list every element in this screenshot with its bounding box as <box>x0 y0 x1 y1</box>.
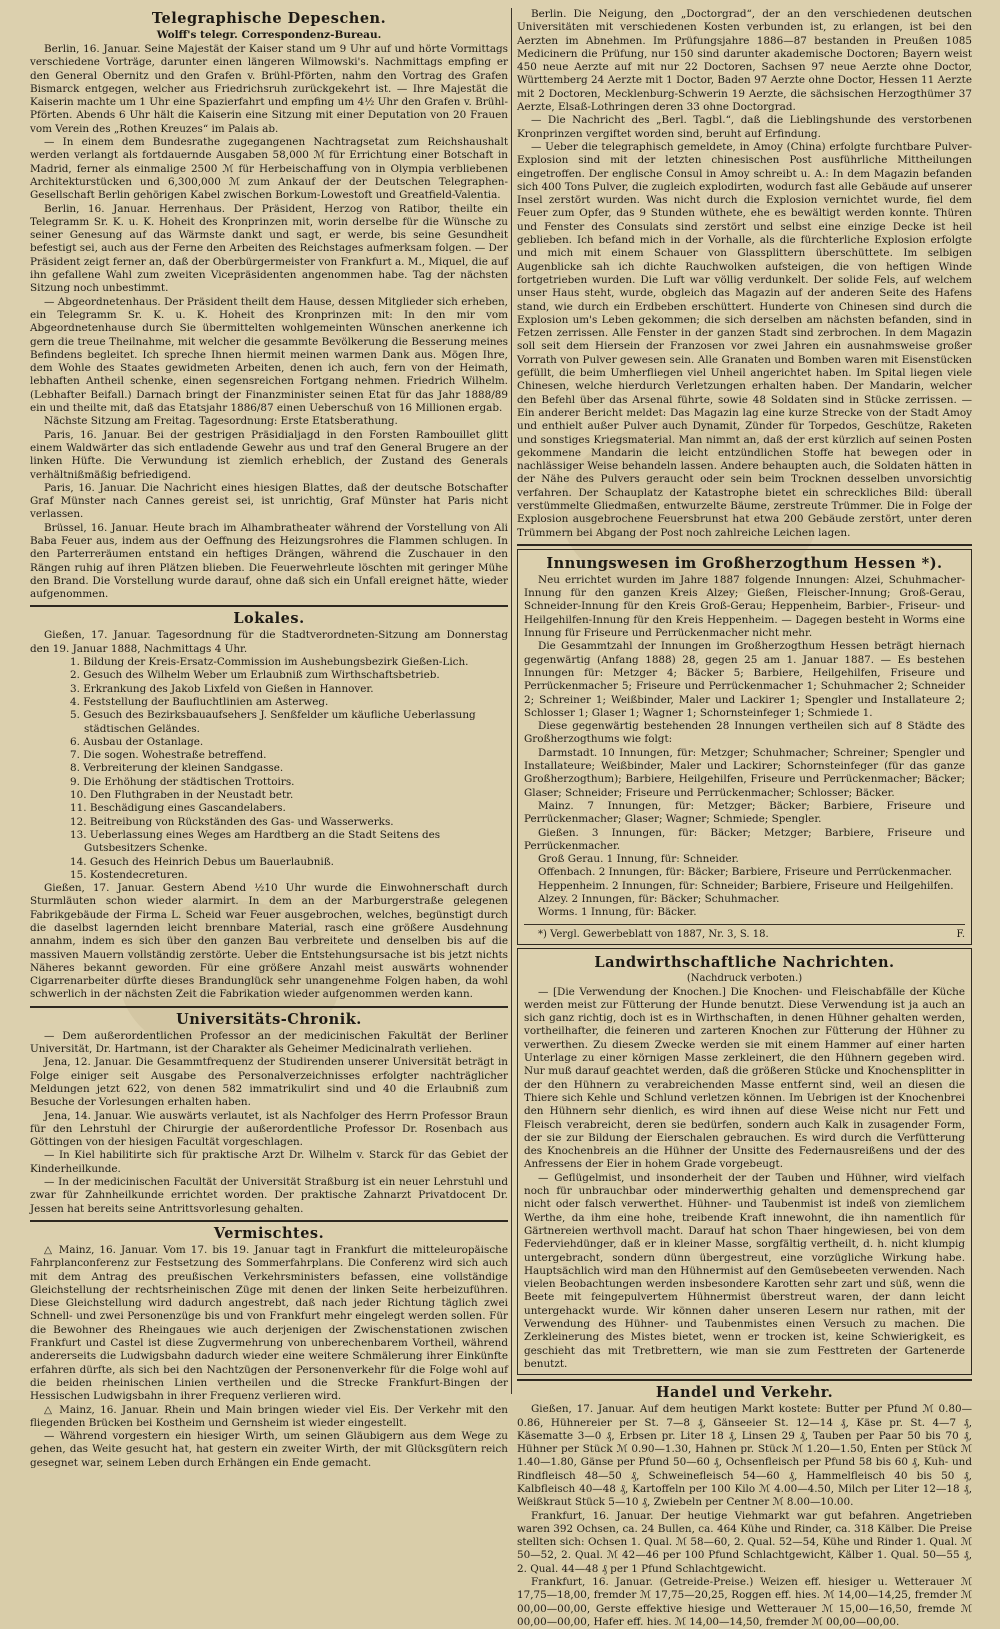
handel-title: Handel und Verkehr. <box>655 1384 834 1402</box>
lokales-paragraph: Gießen, 17. Januar. Gestern Abend ½10 Uhr wurde die Einwohnerschaft durch Sturmläuten schon wieder alarmirt. In dem an der Marburgerstraße gelegenen Fabrikgebäude der Firma L. Scheid war Feuer ausgebrochen, welches, begünstigt durch die daselbst lagernden leicht brennbare Material, rasch eine größere Ausdehnung annahm, indem es sich über den ganzen Bau verbreitete und denselben bis auf die massiven Mauern vollständig zerstörte. Ueber die Entstehungsursache ist bis jetzt nichts Näheres bekannt geworden. Für eine größere Anzahl meist auswärts wohnender Cigarrenarbeiter dürfte dieses Brandunglück sehr unangenehme Folgen haben, da wohl schwerlich in der nächsten Zeit die Fabrikation wieder aufgenommen werden kann. <box>30 882 508 1001</box>
innungswesen-title: Innungswesen im Großherzogthum Hessen *). <box>546 554 943 572</box>
right-column <box>517 8 972 1628</box>
innungswesen-paragraph: Heppenheim. 2 Innungen, für: Schneider; Barbiere, Friseure und Heilgehilfen. <box>538 879 954 892</box>
handel-section <box>517 1379 972 1629</box>
innungswesen-footnote-row <box>524 928 965 941</box>
handel-paragraph: Frankfurt, 16. Januar. Der heutige Viehmarkt war gut befahren. Angetrieben waren 392 Ochsen, ca. 24 Bullen, ca. 464 Kühe und Rinder, ca. 318 Kälber. Die Preise stellten sich: Ochsen 1. Qual. ℳ 58—60, 2. Qual. 52—54, Kühe und Rinder 1. Qual. ℳ 50—52, 2. Qual. ℳ 42—46 per 100 Pfund Schlachtgewicht, Kälber 1. Qual. 50—55 ₰, 2. Qual. 44—48 ₰ per 1 Pfund Schlachtgewicht. <box>517 1509 972 1575</box>
section-divider <box>517 1379 972 1381</box>
telegraph-paragraph: Berlin, 16. Januar. Seine Majestät der Kaiser stand um 9 Uhr auf und hörte Vormittags verschiedene Vorträge, darunter einen längeren Wilmowski's. Nachmittags empfing er den General Obernitz und den Grafen v. Brühl-Pförten, nahm den Vortrag des Grafen Bismarck entgegen, welcher aus Friedrichsruh zurückgekehrt ist. — Ihre Majestät die Kaiserin machte um 1 Uhr eine Spazierfahrt und empfing um 4½ Uhr den Grafen v. Brühl-Pförten. Abends 6 Uhr hält die Kaiserin eine Sitzung mit einer Deputation von 20 Frauen vom Verein des „Rothen Kreuzes“ im Palais ab. <box>30 43 508 135</box>
section-divider <box>517 544 972 546</box>
innungswesen-paragraph: Alzey. 2 Innungen, für: Bäcker; Schuhmacher. <box>538 893 780 905</box>
telegraph-paragraph: Paris, 16. Januar. Bei der gestrigen Präsidialjagd in den Forsten Rambouillet glitt einem Waldwärter das sich entladende Gewehr aus und traf den General Brugere an der linken Hüfte. Die Verwundung ist ziemlich erheblich, der Zustand des Generals verhältnißmäßig befriedigend. <box>30 428 508 481</box>
vermischtes-paragraph: △ Mainz, 16. Januar. Vom 17. bis 19. Januar tagt in Frankfurt die mitteleuropäische Fahrplanconferenz zur Festsetzung des Sommerfahrplans. Die Conferenz wird sich auch mit dem Antrag des preußischen Verkehrsministers befassen, eine vollständige Gleichstellung der rechtsrheinischen Züge mit denen der linken Seite herbeizuführen. Diese Gleichstellung wird dadurch angestrebt, daß nach jeder Richtung täglich zwei Schnell- und zwei Personenzüge bis und von Frankfurt mehr eingelegt werden sollen. Für die Bewohner des Rheingaues wie auch derjenigen der Zwischenstationen zwischen Frankfurt und Castel ist diese Zugvermehrung von unberechenbarem Vortheil, während andererseits die Ludwigsbahn dadurch wieder eine weitere Schmälerung ihrer Einkünfte erfahren dürfte, als sich bei den Nachtzügen der Personenverkehr für die Folge wohl auf die beiden rheinischen Linien vertheilen und die Strecke Frankfurt-Bingen der Hessischen Ludwigsbahn in ihrer Frequenz verlieren wird. <box>30 1243 508 1403</box>
footnote-divider <box>524 924 965 925</box>
lokales-title: Lokales. <box>233 610 305 628</box>
vermischtes-paragraph: — Während vorgestern ein hiesiger Wirth, um seinen Gläubigern aus dem Wege zu gehen, das Weite gesucht hat, hat gestern ein zweiter Wirth, der mit Glücksgütern reich gesegnet war, seinem Leben durch Erhängen ein Ende gemacht. <box>30 1430 508 1469</box>
agenda-item: 14. Gesuch des Heinrich Debus um Bauerlaubniß. <box>70 855 334 868</box>
universitaet-paragraph: — In der medicinischen Facultät der Universität Straßburg ist ein neuer Lehrstuhl und zwar für Zahnheilkunde errichtet worden. Der praktische Zahnarzt Privatdocent Dr. Jessen hat bereits seine Antrittsvorlesung gehalten. <box>30 1176 508 1215</box>
agenda-item: 4. Feststellung der Baufluchtlinien am Asterweg. <box>70 695 329 708</box>
agenda-list <box>30 656 508 882</box>
innungswesen-signature: F. <box>956 928 965 940</box>
agenda-item: 10. Den Fluthgraben in der Neustadt betr. <box>70 789 294 802</box>
agenda-item: 5. Gesuch des Bezirksbauaufsehers J. Senßfelder um käufliche Ueberlassung städtischen Geländes. <box>70 709 476 735</box>
innungswesen-paragraph: Mainz. 7 Innungen, für: Metzger; Bäcker; Barbiere, Friseure und Perrückenmacher; Glaser; Wagner; Schmiede; Spengler. <box>524 799 965 826</box>
landwirth-paragraph: — [Die Verwendung der Knochen.] Die Knochen- und Fleischabfälle der Küche werden meist zur Fütterung der Hunde benutzt. Diese Verwendung ist ja auch an sich ganz richtig, doch ist es in Wirthschaften, in denen Hühner gehalten werden, vortheilhafter, die feineren und zarteren Knochen zur Fütterung der Hühner zu verwerthen. Zu diesem Zwecke werden sie mit einem Hammer auf einer harten Unterlage zu einer körnigen Masse zerkleinert, die den Hühnern gegeben wird. Nur muß darauf geachtet werden, daß die größeren Stücke und Knochensplitter in der den Hühnern zu verabreichenden Masse entfernt sind, weil an diesen die Thiere sich Kehle und Schlund verletzen können. Im Uebrigen ist der Knochenbrei den Hühnern sehr dienlich, es wird ihnen auf diese Weise nicht nur Fett und Fleisch verabreicht, deren sie bedürfen, sondern auch Kalk in zusagender Form, der sie zur Bildung der Eierschalen gebrauchen. Es wird durch die Verfütterung des Knochenbreis an die Hühner der Unsitte des Federnausreißens und der des Anfressens der Eier in hohem Grade vorgebeugt. <box>524 985 965 1171</box>
telegraph-paragraph: Brüssel, 16. Januar. Heute brach im Alhambratheater während der Vorstellung von Ali Baba Feuer aus, indem aus der Oeffnung des Heizungsrohres die Flammen schlugen. In den Parterreräumen entstand ein heftiges Drängen, während die Zuschauer in den Rängen ruhig auf ihren Plätzen blieben. Die Feuerwehrleute löschten mit geringer Mühe den Brand. Die Vorstellung wurde darauf, ohne daß sich ein Unfall ereignet hätte, wieder aufgenommen. <box>30 521 508 601</box>
landwirth-note: (Nachdruck verboten.) <box>686 972 803 984</box>
innungswesen-paragraph: Die Gesammtzahl der Innungen im Großherzogthum Hessen beträgt hiernach gegenwärtig (Anfang 1888) 28, gegen 25 am 1. Januar 1887. — Es bestehen Innungen für: Metzger 4; Bäcker 5; Barbiere, Heilgehilfen, Friseure und Perrückenmacher 5; Friseure und Perrückenmacher 1; Schuhmacher 2; Schneider 2; Schreiner 1; Weißbinder, Maler und Lackirer 1; Spengler und Installateure 2; Schlosser 1; Glaser 1; Wagner 1; Schornsteinfeger 1; Schmiede 1. <box>524 640 965 719</box>
lokales-intro: Gießen, 17. Januar. Tagesordnung für die Stadtverordneten-Sitzung am Donnerstag den 19. Januar 1888, Nachmittags 4 Uhr. <box>30 629 508 655</box>
universitaet-paragraph: — Dem außerordentlichen Professor an der medicinischen Fakultät der Berliner Universität, Dr. Hartmann, ist der Charakter als Geheimer Medicinalrath verliehen. <box>30 1029 508 1056</box>
universitaet-paragraph: — In Kiel habilitirte sich für praktische Arzt Dr. Wilhelm v. Starck für das Gebiet der Kinderheilkunde. <box>30 1149 508 1175</box>
news-paragraph: — Ueber die telegraphisch gemeldete, in Amoy (China) erfolgte furchtbare Pulver-Explosion sind mit der letzten chinesischen Post ausführliche Mittheilungen eingetroffen. Der englische Consul in Amoy schreibt u. A.: In dem Magazin befanden sich 400 Tons Pulver, die zugleich explodirten, wodurch fast alle Gebäude auf unserer Insel zerstört wurden. Was nicht durch die Explosion vernichtet wurde, fiel dem Feuer zum Opfer, das 9 Stunden wüthete, ehe es bewältigt werden konnte. Thüren und Fenster des Consulats sind zerstört und selbst eine einzige Decke ist heil geblieben. Ich befand mich in der Vorhalle, als die fürchterliche Explosion erfolgte und mich mit einem Schauer von Glassplittern überschüttete. Im selbigen Augenblicke sah ich dichte Rauchwolken aufsteigen, die von heftigen Winde fortgetrieben wurden. Die Luft war völlig verdunkelt. Der solide Fels, auf welchem unser Haus steht, wurde, obgleich das Magazin auf der anderen Seite des Hafens stand, wie durch ein Erdbeben erschüttert. Hunderte von Chinesen sind durch die Explosion um's Leben gekommen; die sich derselben am nächsten befanden, sind in Fetzen zerrissen. Alle Fenster in der ganzen Stadt sind zerbrochen. In dem Magazin soll seit dem Hiersein der Franzosen vor zwei Jahren ein ausnahmsweise großer Vorrath von Pulver gewesen sein. Alle Granaten und Bomben waren mit Eisenstücken gefüllt, die beim Umherfliegen viel Unheil angerichtet haben. Im Spital liegen viele Chinesen, welche hierdurch Verletzungen erhalten haben. Der Mandarin, welcher den Befehl über das Arsenal führte, sowie 48 Soldaten sind in Stücke zerrissen. — Ein anderer Bericht meldet: Das Magazin lag eine kurze Strecke von der Stadt Amoy und enthielt außer Pulver auch Dynamit, Zünder für Torpedos, Geschütze, Raketen und sonstiges Kriegsmaterial. Man nimmt an, daß der erst kürzlich auf seinen Posten gekommene Mandarin die leicht entzündlichen Stoffe hat bewegen oder in nachlässiger Weise behandeln lassen. Andere behaupten auch, die Soldaten hätten in der Nähe des Pulvers geraucht oder sein beim Trocknen desselben unvorsichtig verfahren. Der Schauplatz der Katastrophe bietet ein schreckliches Bild: überall verstümmelte Gliedmaßen, entwurzelte Bäume, zerstreute Trümmer. Die in Folge der Explosion ausgebrochene Feuersbrunst hat etwa 200 Gebäude zerstört, unter deren Trümmern bei Abgang der Post noch zahlreiche Leichen lagen. <box>517 140 972 539</box>
vermischtes-title: Vermischtes. <box>213 1224 325 1242</box>
agenda-item: 13. Ueberlassung eines Weges am Hardtberg an die Stadt Seitens des Gutsbesitzers Schenke. <box>70 828 441 855</box>
vermischtes-paragraph: △ Mainz, 16. Januar. Rhein und Main bringen wieder viel Eis. Der Verkehr mit den fliegenden Brücken bei Kostheim und Gernsheim ist wieder eingestellt. <box>30 1403 508 1429</box>
agenda-item: 1. Bildung der Kreis-Ersatz-Commission im Aushebungsbezirk Gießen-Lich. <box>70 656 469 669</box>
telegraph-section <box>30 10 508 601</box>
agenda-item: 6. Ausbau der Ostanlage. <box>70 735 204 748</box>
vermischtes-section <box>30 1225 508 1470</box>
column-rule <box>511 8 512 1394</box>
innungswesen-paragraph: Worms. 1 Innung, für: Bäcker. <box>538 906 697 919</box>
agenda-item: 8. Verbreiterung der kleinen Sandgasse. <box>70 762 284 775</box>
innungswesen-paragraph: Groß Gerau. 1 Innung, für: Schneider. <box>538 853 739 866</box>
lokales-section <box>30 610 508 1001</box>
innungswesen-paragraph: Gießen. 3 Innungen, für: Bäcker; Metzger; Barbiere, Friseure und Perrückenmacher. <box>524 826 965 852</box>
section-divider <box>30 1006 508 1008</box>
universitaet-paragraph: Jena, 14. Januar. Wie auswärts verlautet, ist als Nachfolger des Herrn Professor Braun für den Lehrstuhl der Chirurgie der außerordentliche Professor Dr. Rosenbach aus Göttingen von der hiesigen Facultät vorgeschlagen. <box>30 1109 508 1149</box>
innungswesen-footnote: *) Vergl. Gewerbeblatt von 1887, Nr. 3, S. 18. <box>538 928 769 940</box>
telegraph-subtitle: Wolff's telegr. Correspondenz-Bureau. <box>156 29 382 41</box>
universitaet-paragraph: Jena, 12. Januar. Die Gesammtfrequenz der Studirenden unserer Universität beträgt in Folge einiger seit Ausgabe des Personalverzeichnisses erfolgter nachträglicher Meldungen jetzt 622, von denen 582 immatrikulirt sind und 40 die Erlaubniß zum Besuche der Vorlesungen erhalten haben. <box>30 1056 508 1109</box>
innungswesen-paragraph: Darmstadt. 10 Innungen, für: Metzger; Schuhmacher; Schreiner; Spengler und Installateure; Weißbinder, Maler und Lackirer; Schornsteinfeger (für das ganze Großherzogthum); Barbiere, Heilgehilfen, Friseure und Perrückenmacher; Bäcker; Glaser; Schneider; Friseure und Perrückenmacher; Schlosser; Bäcker. <box>524 746 965 799</box>
news-paragraph: Berlin. Die Neigung, den „Doctorgrad“, der an den verschiedenen deutschen Universitäten mit verschiedenen Kosten verbunden ist, zu erlangen, ist bei den Aerzten im Abnehmen. Im Prüfungsjahre 1886—87 bestanden in Preußen 1085 Medicinern die Prüfung, nur 150 sind darunter akademische Doctoren; Bayern weist 450 neue Aerzte auf mit nur 22 Doctoren, Sachsen 97 neue Aerzte ohne Doctor, Württemberg 24 Aerzte mit 1 Doctor, Baden 97 Aerzte ohne Doctor, Hessen 11 Aerzte mit 2 Doctoren, Mecklenburg-Schwerin 19 Aerzte, die sächsischen Herzogthümer 37 Aerzte, Elsaß-Lothringen deren 33 ohne Doctorgrad. <box>517 8 972 114</box>
section-divider <box>30 605 508 607</box>
handel-paragraph: Frankfurt, 16. Januar. (Getreide-Preise.) Weizen eff. hiesiger u. Wetterauer ℳ 17,75—18,00, fremder ℳ 17,75—20,25, Roggen eff. hies. ℳ 14,00—14,25, fremder ℳ 00,00—00,00, Gerste effektive hiesige und Wetterauer ℳ 15,00—16,50, fremde ℳ 00,00—00,00, Hafer eff. hies. ℳ 14,00—14,50, fremder ℳ 00,00—00,00. <box>517 1576 972 1628</box>
news-section <box>517 8 972 540</box>
telegraph-paragraph: Nächste Sitzung am Freitag. Tagesordnung: Erste Etatsberathung. <box>44 415 398 428</box>
handel-paragraph: Gießen, 17. Januar. Auf dem heutigen Markt kostete: Butter per Pfund ℳ 0.80—0.86, Hühnereier per St. 7—8 ₰, Gänseeier St. 12—14 ₰, Käse pr. St. 4—7 ₰, Käsematte 3—0 ₰, Erbsen pr. Liter 18 ₰, Linsen 29 ₰, Tauben per Paar 50 bis 70 ₰, Hühner per Stück ℳ 0.90—1.30, Hahnen pr. Stück ℳ 1.20—1.50, Enten per Stück ℳ 1.40—1.80, Gänse per Pfund 50—60 ₰, Ochsenfleisch per Pfund 58 bis 60 ₰, Kuh- und Rindfleisch 48—50 ₰, Schweinefleisch 54—60 ₰, Hammelfleisch 40 bis 50 ₰, Kalbfleisch 40—48 ₰, Kartoffeln per 100 Kilo ℳ 4.00—4.50, Milch per Liter 12—18 ₰, Weißkraut Stück 5—10 ₰, Zwiebeln per Centner ℳ 8.00—10.00. <box>517 1403 972 1509</box>
universitaet-section <box>30 1011 508 1216</box>
telegraph-paragraph: Paris, 16. Januar. Die Nachricht eines hiesigen Blattes, daß der deutsche Botschafter Graf Münster nach Cannes gereist sei, ist unrichtig, Graf Münster hat Paris nicht verlassen. <box>30 481 508 521</box>
agenda-item: 9. Die Erhöhung der städtischen Trottoirs. <box>70 775 295 788</box>
agenda-item: 12. Beitreibung von Rückständen des Gas- und Wasserwerks. <box>70 815 394 828</box>
innungswesen-paragraph: Diese gegenwärtig bestehenden 28 Innungen vertheilen sich auf 8 Städte des Großherzogthums wie folgt: <box>524 720 965 746</box>
telegraph-paragraph: — In einem dem Bundesrathe zugegangenen Nachtragsetat zum Reichshaushalt werden verlangt als fortdauernde Ausgaben 58,000 ℳ für Errichtung einer Botschaft in Madrid, ferner als einmalige 2500 ℳ für Herbeischaffung von in Olympia verbliebenen Architekturstücken und 6,300,000 ℳ zum Ankauf der der Deutschen Telegraphen-Gesellschaft Berlin gehörigen Kabel zwischen Borkum-Lowestoft und Greatfield-Valentia. <box>30 136 508 202</box>
innungswesen-paragraph: Offenbach. 2 Innungen, für: Bäcker; Barbiere, Friseure und Perrückenmacher. <box>538 866 952 879</box>
agenda-item: 11. Beschädigung eines Gascandelabers. <box>70 802 286 815</box>
agenda-item: 2. Gesuch des Wilhelm Weber um Erlaubniß zum Wirthschaftsbetrieb. <box>70 669 440 682</box>
landwirth-section <box>517 948 972 1376</box>
section-divider <box>30 1220 508 1222</box>
innungswesen-section <box>517 549 972 945</box>
telegraph-paragraph: Berlin, 16. Januar. Herrenhaus. Der Präsident, Herzog von Ratibor, theilte ein Telegramm Sr. K. u. K. Hoheit des Kronprinzen mit, worin derselbe für die Wünsche zu seiner Genesung auf das Wärmste dankt und sagt, er werde, bis seine Gesundheit befestigt sei, auch aus der Ferne den Arbeiten des Reichstages aufmerksam folgen. — Der Präsident zeigt ferner an, daß der Oberbürgermeister von Frankfurt a. M., Miquel, die auf ihn gefallene Wahl zum zweiten Vicepräsidenten angenommen habe. Tag der nächsten Sitzung noch unbestimmt. <box>30 202 508 295</box>
agenda-item: 7. Die sogen. Wohestraße betreffend. <box>70 749 267 762</box>
universitaet-title: Universitäts-Chronik. <box>176 1010 362 1028</box>
agenda-item: 15. Kostendecreturen. <box>70 868 188 881</box>
innungswesen-paragraph: Neu errichtet wurden im Jahre 1887 folgende Innungen: Alzei, Schuhmacher-Innung für den ganzen Kreis Alzey; Gießen, Fleischer-Innung; Groß-Gerau, Schneider-Innung für den Kreis Groß-Gerau; Heppenheim, Barbier-, Friseur- und Heilgehilfen-Innung für den Kreis Heppenheim. — Dagegen besteht in Worms eine Innung für Friseure und Perrückenmacher nicht mehr. <box>524 573 965 640</box>
telegraph-title: Telegraphische Depeschen. <box>151 10 387 27</box>
landwirth-title: Landwirthschaftliche Nachrichten. <box>594 953 895 971</box>
telegraph-paragraph: — Abgeordnetenhaus. Der Präsident theilt dem Hause, dessen Mitglieder sich erheben, ein Telegramm Sr. K. u. K. Hoheit des Kronprinzen mit: In den mir vom Abgeordnetenhause durch Sie übermittelten wohlgemeinten Wünschen anerkenne ich gern die treue Theilnahme, mit welcher die gesammte Bevölkerung die Besserung meines Befindens begleitet. Ich spreche Ihnen hiermit meinen warmen Dank aus. Mögen Ihre, dem Wohle des Staates gewidmeten Arbeiten, denen ich auch, fern von der Heimath, lebhaften Antheil schenke, einen segensreichen Fortgang nehmen. Friedrich Wilhelm. (Lebhafter Beifall.) Darnach bringt der Finanzminister seinen Etat für das Jahr 1888/89 ein und theilte mit, daß das Etatsjahr 1886/87 einen Ueberschuß von 16 Millionen ergab. <box>30 295 508 415</box>
landwirth-paragraph: — Geflügelmist, und insonderheit der der Tauben und Hühner, wird vielfach noch für unbrauchbar oder minderwerthig gehalten und demensprechend gar nicht oder falsch verwerthet. Hühner- und Taubenmist ist indeß von ziemlichem Werthe, da ihm eine hohe, treibende Kraft innewohnt, die ihn namentlich für Gärtnereien werthvoll macht. Darauf hat schon Thaer hingewiesen, bei von dem Federviehdünger, daß er in kleiner Masse, sorgfältig vertheilt, d. h. nicht klumpig untergebracht, sondern dünn übergestreut, eine vorzügliche Wirkung habe. Hauptsächlich wird man den Hühnermist auf den Gemüsebeeten verwenden. Nach vielen Beobachtungen werden insbesondere Karotten sehr zart und süß, wenn die Beete mit feingepulvertem Hühnermist überstreut waren, der dann leicht untergehackt wurde. Wir können daher unseren Lesern nur rathen, mit der Verwendung des Hühner- und Taubenmistes einen Versuch zu machen. Die Zerkleinerung des Mistes bietet, wenn er trocken ist, keine Schwierigkeit, es geschieht das mit Tretbrettern, wie man sie zum Festtreten der Gartenerde benutzt. <box>524 1171 965 1370</box>
news-paragraph: — Die Nachricht des „Berl. Tagbl.“, daß die Lieblingshunde des verstorbenen Kronprinzen vergiftet worden sind, beruht auf Erfindung. <box>517 114 972 140</box>
agenda-item: 3. Erkrankung des Jakob Lixfeld von Gießen in Hannover. <box>70 682 374 695</box>
left-column <box>30 8 508 1469</box>
